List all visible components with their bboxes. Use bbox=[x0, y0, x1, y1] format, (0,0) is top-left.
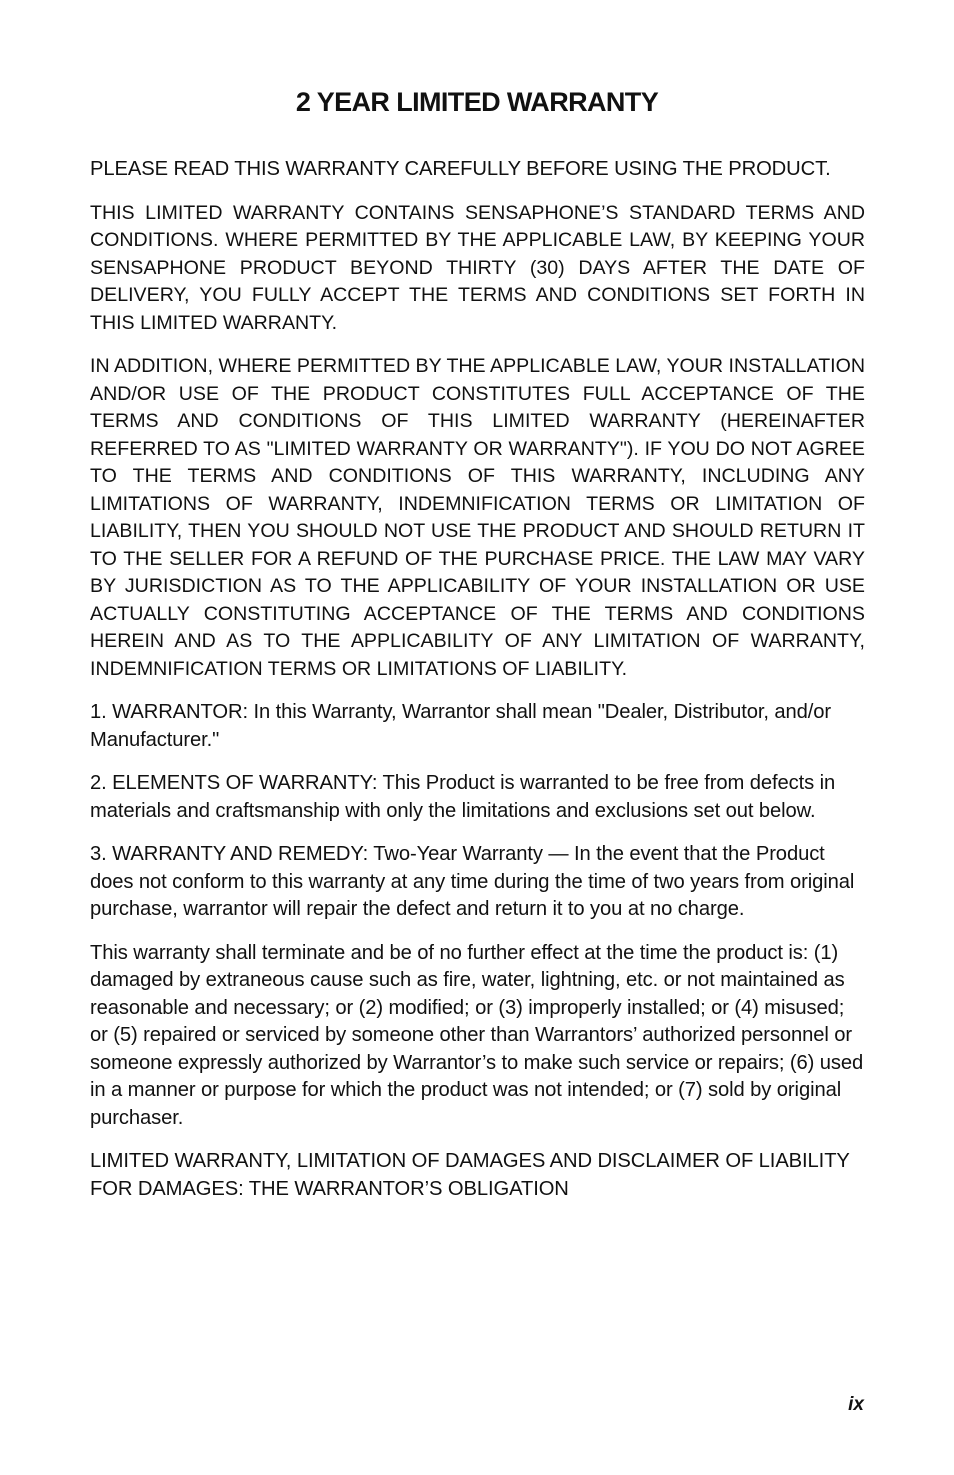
page-title: 2 YEAR LIMITED WARRANTY bbox=[295, 87, 659, 117]
paragraph-termination: This warranty shall terminate and be of no further effect at the time the product is: (1) damaged by extraneous cause such as fire, water, lightning, etc. or not maintained as reasonable and necessary; or (2) modified; or (3) improperly installed; or (4) misused; or (5) repaired or serviced by someone other than Warrantors’ authorized personnel or someone expressly authorized by Warrantor’s to make such service or repairs; (6) used in a manner or purpose for which the product was not intended; or (7) sold by original purchaser. bbox=[90, 941, 864, 1129]
paragraph-read-carefully: PLEASE READ THIS WARRANTY CAREFULLY BEFORE USING THE PRODUCT. bbox=[90, 158, 831, 180]
paragraph-elements-of-warranty: 2. ELEMENTS OF WARRANTY: This Product is warranted to be free from defects in materials and craftsmanship with only the limitations and exclusions set out below. bbox=[90, 772, 836, 822]
paragraph-acceptance: IN ADDITION, WHERE PERMITTED BY THE APPLICABLE LAW, YOUR INSTALLATION AND/OR USE OF THE PRODUCT CONSTITUTES FULL ACCEPTANCE OF THE TERMS AND CONDITIONS OF THIS LIMITED WARRANTY (HEREINAFTER REFERRED TO AS "LIMITED WARRANTY OR WARRANTY"). IF YOU DO NOT AGREE TO THE TERMS AND CONDITIONS OF THIS WARRANTY, INCLUDING ANY LIMITATIONS OF WARRANTY, INDEMNIFICATION TERMS OR LIMITATION OF LIABILITY, THEN YOU SHOULD NOT USE THE PRODUCT AND SHOULD RETURN IT TO THE SELLER FOR A REFUND OF THE PURCHASE PRICE. THE LAW MAY VARY BY JURISDICTION AS TO THE APPLICABILITY OF YOUR INSTALLATION OR USE ACTUALLY CONSTITUTING ACCEPTANCE OF THE TERMS AND CONDITIONS HEREIN AND AS TO THE APPLICABILITY OF ANY LIMITATION OF WARRANTY, INDEMNIFICATION TERMS OR LIMITATIONS OF LIABILITY. bbox=[90, 355, 865, 680]
paragraph-limitation-of-damages: LIMITED WARRANTY, LIMITATION OF DAMAGES AND DISCLAIMER OF LIABILITY FOR DAMAGES: THE WARRANTOR’S OBLIGATION bbox=[90, 1150, 850, 1200]
paragraph-standard-terms: THIS LIMITED WARRANTY CONTAINS SENSAPHONE’S STANDARD TERMS AND CONDITIONS. WHERE PERMITTED BY THE APPLICABLE LAW, BY KEEPING YOUR SENSAPHONE PRODUCT BEYOND THIRTY (30) DAYS AFTER THE DATE OF DELIVERY, YOU FULLY ACCEPT THE TERMS AND CONDITIONS SET FORTH IN THIS LIMITED WARRANTY. bbox=[90, 201, 865, 334]
warranty-body bbox=[90, 156, 865, 1203]
paragraph-warranty-and-remedy: 3. WARRANTY AND REMEDY: Two-Year Warranty — In the event that the Product does not conform to this warranty at any time during the time of two years from original purchase, warrantor will repair the defect and return it to you at no charge. bbox=[90, 843, 855, 920]
page-number: ix bbox=[848, 1394, 864, 1415]
paragraph-warrantor: 1. WARRANTOR: In this Warranty, Warrantor shall mean "Dealer, Distributor, and/or Manufacturer." bbox=[90, 701, 832, 751]
